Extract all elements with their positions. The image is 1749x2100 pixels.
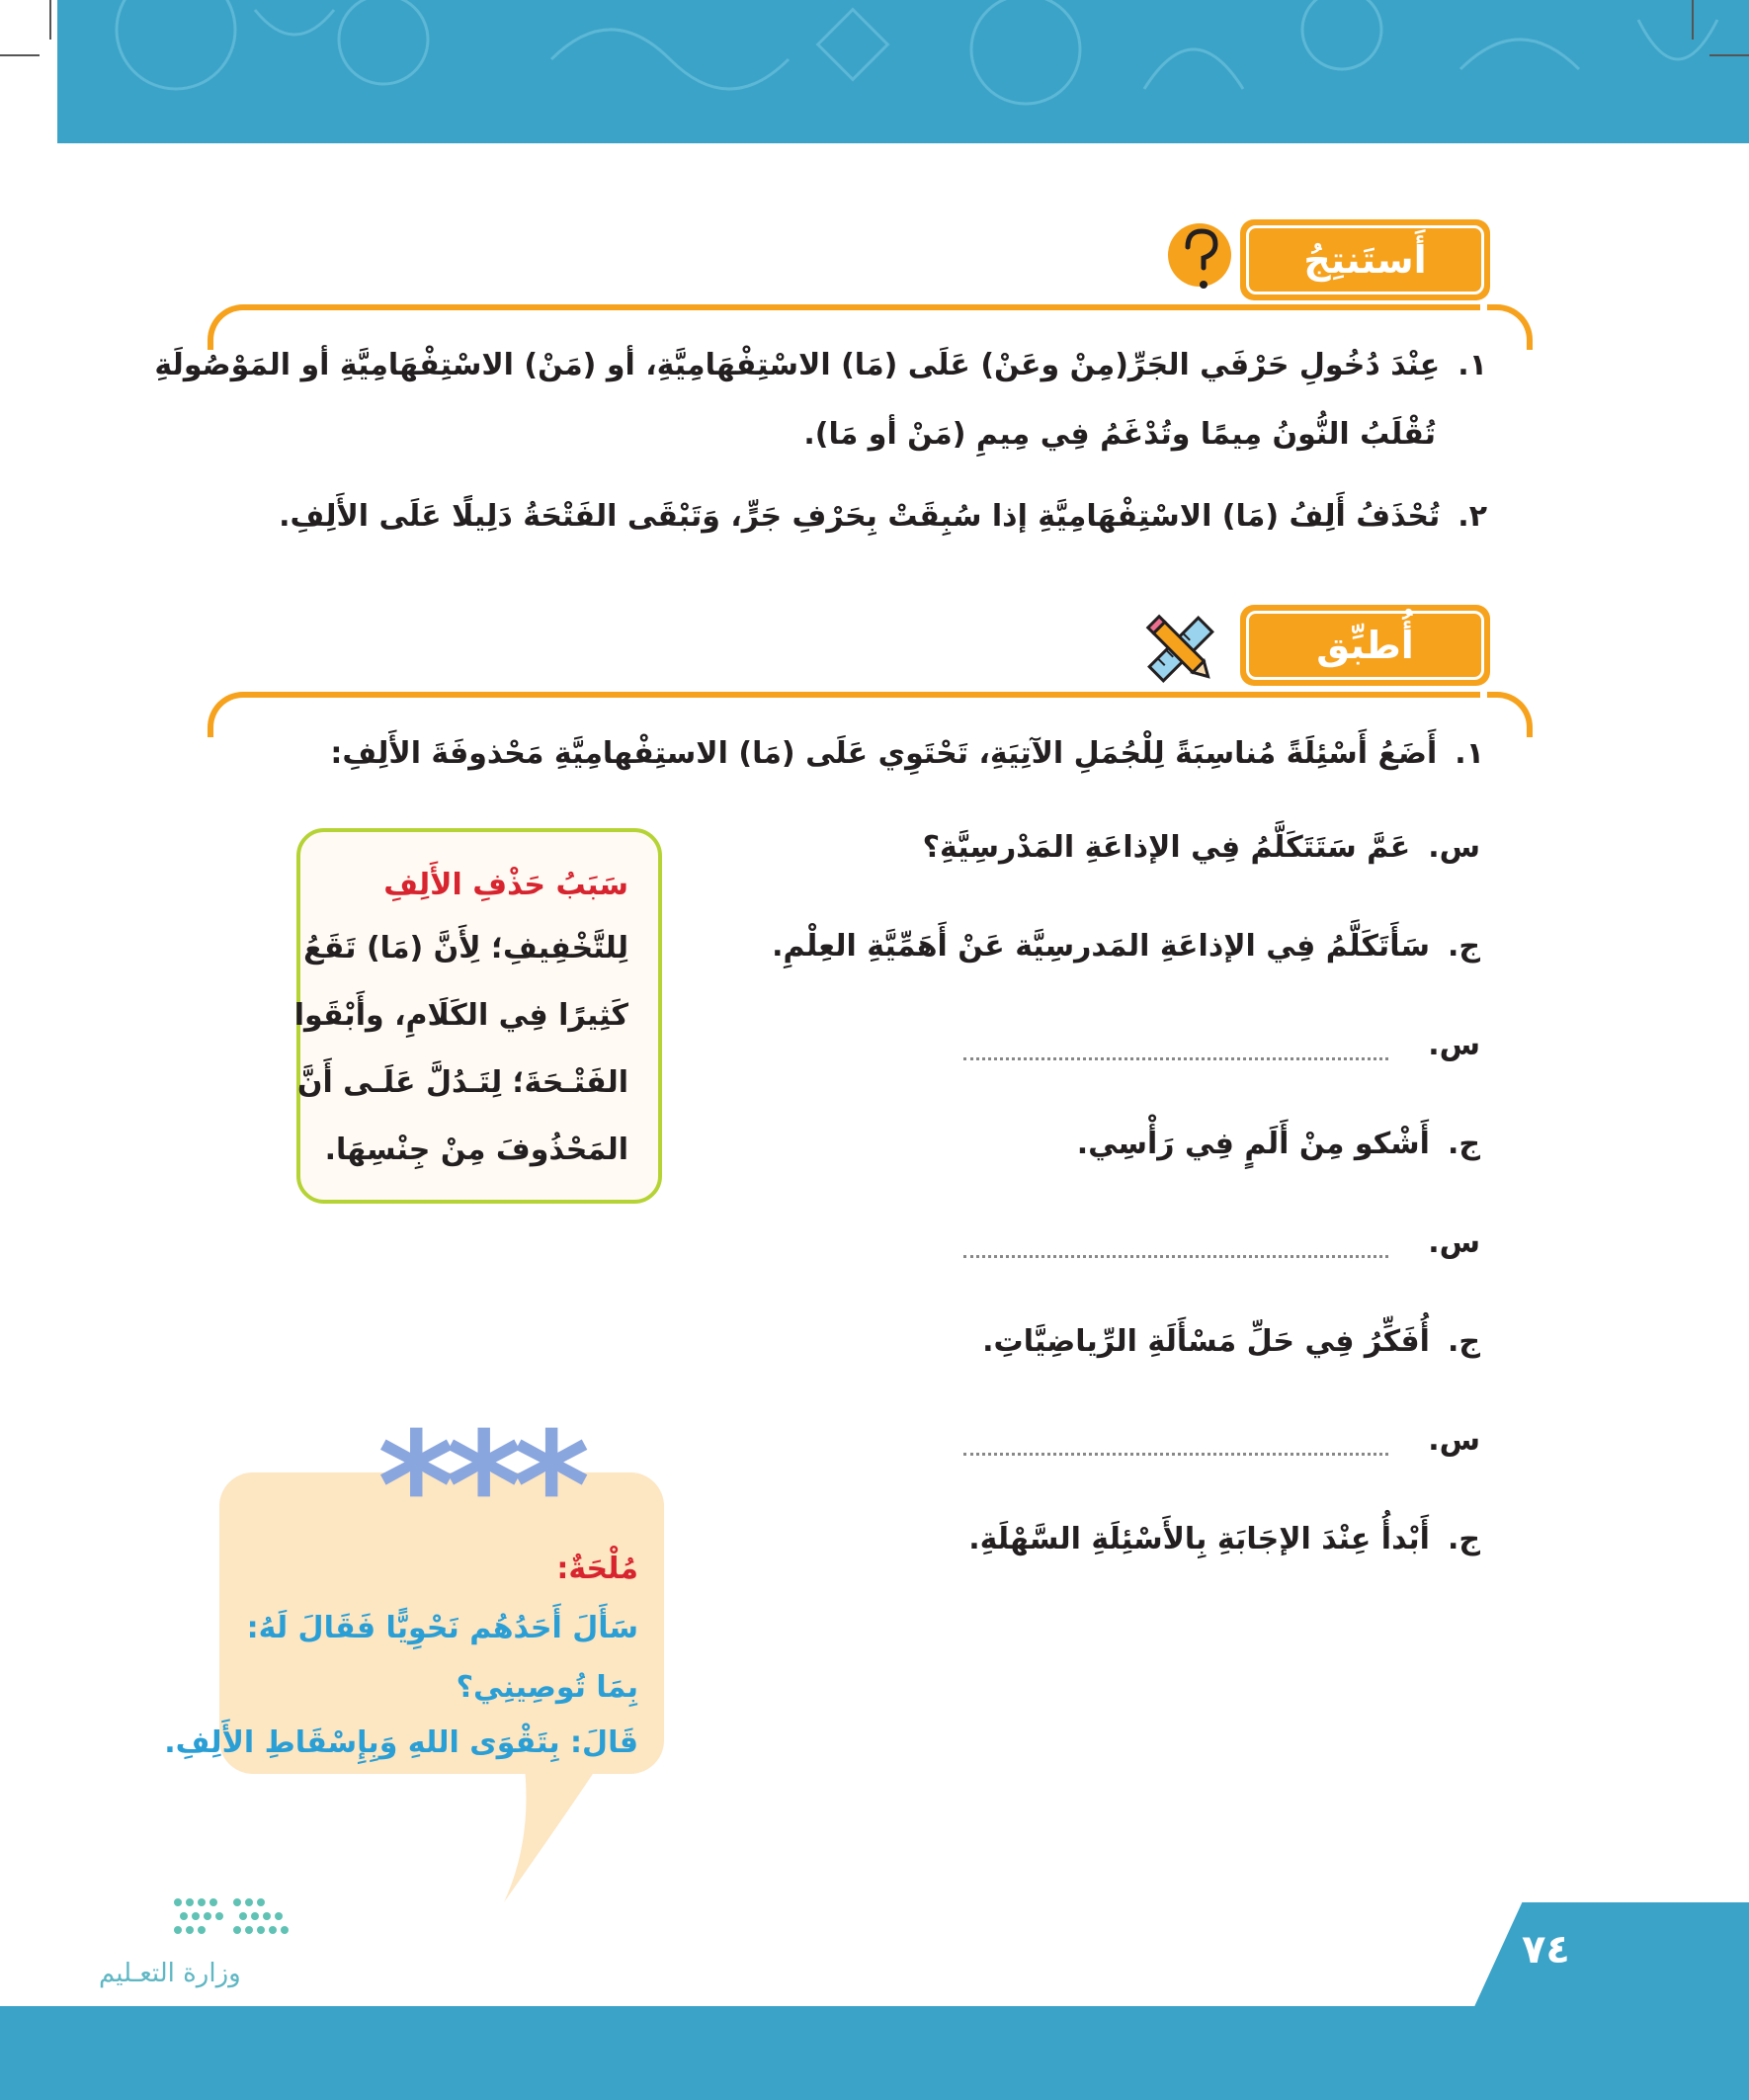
joke-line: بِمَا تُوصِينِي؟: [456, 1670, 638, 1705]
crop-mark: [1692, 0, 1694, 40]
conclude-item-2: [203, 499, 1487, 558]
apply-instruction: [330, 736, 1484, 772]
speech-tail: [494, 1759, 613, 1907]
crop-mark: [49, 0, 51, 40]
joke-title: مُلْحَةٌ:: [556, 1552, 638, 1586]
q-label: س.: [1428, 830, 1480, 865]
item-number: ١.: [1458, 348, 1487, 382]
exercise-4-question: [1410, 1423, 1480, 1459]
item-number: ٢.: [1458, 499, 1487, 534]
a-label: ج.: [1447, 929, 1480, 964]
reason-line: كَثِيرًا فِي الكَلَامِ، وأَبْقَوا: [293, 998, 628, 1033]
apply-instruction-text: أَضَعُ أَسْئِلَةً مُناسِبَةً لِلْجُمَلِ الآتِيَةِ، تَحْتَوِي عَلَى (مَا) الاستِفْهامِيَّةِ مَحْذوفَةَ الأَلِفِ:: [330, 736, 1438, 771]
reason-box: [293, 828, 662, 1204]
conclude-item-1-line-1: عِنْدَ دُخُولِ حَرْفَي الجَرِّ(مِنْ وعَنْ) عَلَى (مَا) الاسْتِفْهَامِيَّةِ، أو (مَنْ) الاسْتِفْهَامِيَّةِ أو المَوْصُولَةِ: [154, 348, 1441, 382]
bottom-bar: [0, 2006, 1749, 2100]
answer-blank-line[interactable]: [963, 1057, 1388, 1060]
conclude-rule-corner: [208, 304, 253, 350]
crop-mark: [0, 54, 40, 56]
exercise-2-answer: [1077, 1127, 1480, 1162]
exercise-2-question: [1410, 1028, 1480, 1063]
page-number-tab: [1472, 1902, 1749, 2011]
pencil-ruler-icon: [1136, 608, 1225, 692]
apply-rule-corner: [208, 692, 253, 737]
apply-rule: [245, 692, 1480, 698]
crop-mark: [1709, 54, 1749, 56]
apply-tab: [1240, 605, 1490, 686]
exercise-3-question: [1410, 1225, 1480, 1261]
answer-blank-line[interactable]: [963, 1453, 1388, 1456]
conclude-item-1-line-2: تُقْلَبُ النُّونُ مِيمًا وتُدْغَمُ فِي مِيمِ (مَنْ أو مَا).: [803, 417, 1436, 452]
ministry-logo-icon: [99, 1892, 326, 1952]
q-label: س.: [1428, 1423, 1480, 1458]
banner-pattern: [57, 0, 1749, 143]
apply-rule-corner: [1487, 692, 1533, 737]
instruction-number: ١.: [1455, 736, 1484, 771]
joke-line: قَالَ: بِتَقْوَى اللهِ وَبِإِسْقَاطِ الأَلِفِ.: [164, 1725, 638, 1760]
conclude-title: أَستَنتِجُ: [1246, 225, 1484, 294]
exercise-1-answer: [772, 929, 1480, 965]
top-banner: [57, 0, 1749, 143]
a-label: ج.: [1447, 1324, 1480, 1359]
answer-text: أُفَكِّرُ فِي حَلِّ مَسْأَلَةِ الرِّياضِيَّاتِ.: [982, 1324, 1430, 1359]
reason-line: المَحْذُوفَ مِنْ جِنْسِهَا.: [324, 1133, 628, 1167]
a-label: ج.: [1447, 1127, 1480, 1161]
exercise-4-answer: [968, 1522, 1480, 1557]
q-label: س.: [1428, 1028, 1480, 1062]
reason-title: سَبَبُ حَذْفِ الأَلِفِ: [383, 868, 628, 902]
answer-text: أَبْدأُ عِنْدَ الإجَابَةِ بِالأَسْئِلَةِ السَّهْلَةِ.: [968, 1522, 1430, 1556]
conclude-item-2-line: تُحْذَفُ أَلِفُ (مَا) الاسْتِفْهَامِيَّةِ إذا سُبِقَتْ بِحَرْفِ جَرٍّ، وَتَبْقَى الفَتْحَةُ دَلِيلًا عَلَى الأَلِفِ.: [279, 499, 1441, 534]
conclude-rule: [245, 304, 1480, 310]
conclude-rule-corner: [1487, 304, 1533, 350]
exercise-1-question: [923, 830, 1480, 866]
a-label: ج.: [1447, 1522, 1480, 1556]
conclude-tab: [1240, 219, 1490, 300]
page-number: ٧٤: [1522, 1927, 1570, 1973]
reason-line: الفَتْـحَةَ؛ لِتَـدُلَّ عَلَـى أَنَّ: [296, 1065, 628, 1100]
ministry-name: وزارة التعـليم: [99, 1959, 241, 1988]
conclude-item-1: [154, 348, 1487, 466]
answer-text: أَشْكو مِنْ أَلَمٍ فِي رَأْسِي.: [1076, 1127, 1430, 1161]
answer-blank-line[interactable]: [963, 1255, 1388, 1258]
reason-line: لِلتَّخْفِيفِ؛ لِأَنَّ (مَا) تَقَعُ: [303, 931, 628, 966]
apply-title: أُطبِّق: [1246, 611, 1484, 680]
question-mark-icon: [1166, 219, 1235, 303]
question-text: عَمَّ سَتَتَكَلَّمُ فِي الإذاعَةِ المَدْرسِيَّةِ؟: [922, 830, 1411, 865]
joke-line: سَأَلَ أَحَدُهُم نَحْوِيًّا فَقَالَ لَهُ:: [246, 1611, 638, 1645]
exercise-3-answer: [982, 1324, 1480, 1360]
asterisk-decoration: ***: [377, 1401, 581, 1573]
q-label: س.: [1428, 1225, 1480, 1260]
answer-text: سَأَتَكَلَّمُ فِي الإذاعَةِ المَدرسِيَّة عَنْ أَهَمِّيَّةِ العِلْمِ.: [772, 929, 1430, 964]
